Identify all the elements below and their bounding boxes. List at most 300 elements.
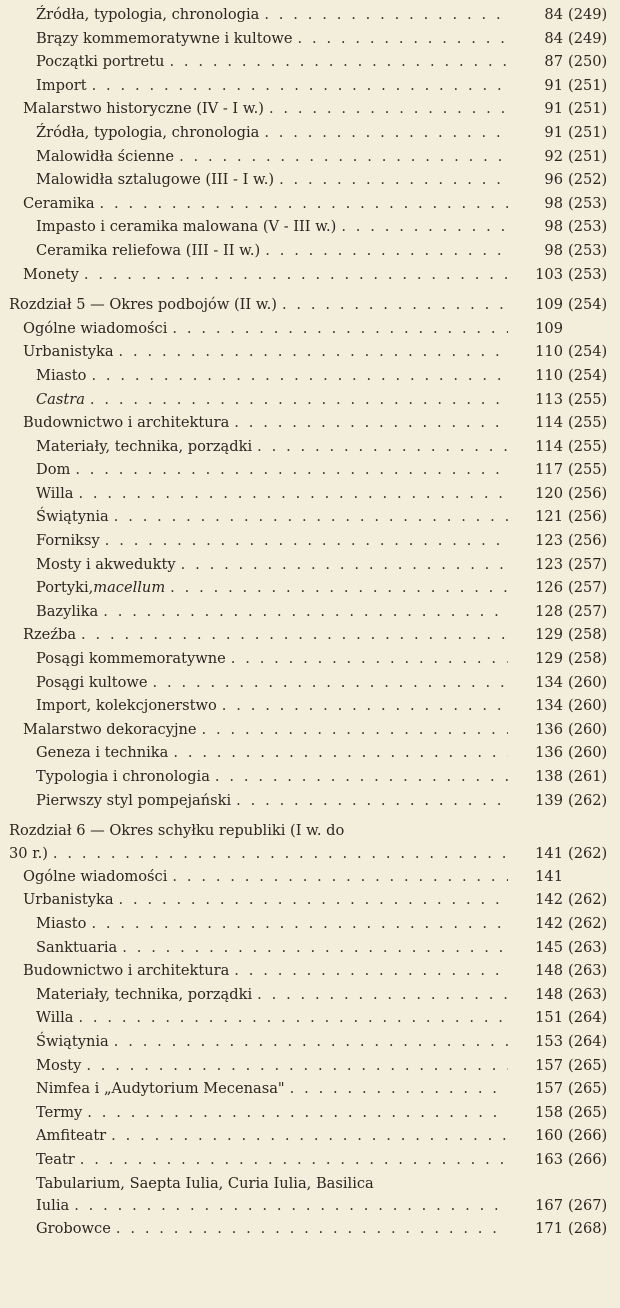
dot-leader [87, 1101, 508, 1125]
toc-entry-label: Sanktuaria [36, 938, 118, 956]
toc-reference-page: (262) [568, 791, 608, 809]
toc-reference-page: (256) [568, 508, 608, 526]
toc-entry-title [36, 529, 508, 553]
dot-leader [231, 647, 508, 671]
toc-reference-page: (257) [568, 579, 608, 597]
toc-reference-page: (256) [568, 484, 608, 502]
toc-reference-page: (268) [568, 1220, 608, 1238]
toc-entry-label: Import [36, 76, 87, 94]
dot-leader [179, 145, 508, 169]
toc-reference-page: (262) [568, 844, 608, 862]
toc-reference-page: (266) [568, 1150, 608, 1168]
toc-entry [0, 553, 620, 577]
dot-leader [234, 411, 508, 435]
toc-page-number: 126 [535, 579, 563, 597]
toc-entry [0, 505, 620, 529]
dot-leader [78, 482, 508, 506]
toc-reference-page: (266) [568, 1127, 608, 1145]
toc-entry-title [36, 1101, 508, 1125]
dot-leader [119, 888, 508, 912]
toc-entry [0, 843, 620, 865]
dot-leader [257, 983, 508, 1007]
toc-page-number: 103 [535, 265, 563, 283]
toc-entry [0, 482, 620, 506]
dot-leader [264, 3, 508, 27]
toc-page-number: 136 [535, 720, 563, 738]
toc-entry-title [23, 865, 508, 889]
toc-entry-label: Materiały, technika, porządki [36, 985, 253, 1003]
toc-page-number: 160 [535, 1127, 563, 1145]
toc-page-number: 142 [535, 914, 563, 932]
toc-page-number: 114 [535, 437, 563, 455]
toc-entry [0, 3, 620, 27]
toc-entry [0, 865, 620, 889]
toc-entry [0, 576, 620, 600]
toc-reference-page: (255) [568, 414, 608, 432]
dot-leader [114, 505, 508, 529]
toc-entry-title [36, 482, 508, 506]
dot-leader [153, 671, 508, 695]
toc-reference-page: (254) [568, 366, 608, 384]
toc-entry [0, 1054, 620, 1078]
toc-reference-page: (258) [568, 626, 608, 644]
toc-entry [0, 145, 620, 169]
toc-reference-page: (265) [568, 1103, 608, 1121]
toc-reference-page: (260) [568, 720, 608, 738]
toc-reference-page: (257) [568, 602, 608, 620]
toc-entry [0, 600, 620, 624]
toc-page-number: 110 [535, 366, 563, 384]
toc-entry-label: Import, kolekcjonerstwo [36, 697, 217, 715]
toc-entry [0, 694, 620, 718]
toc-page-number: 117 [535, 461, 563, 479]
toc-reference-page: (263) [568, 985, 608, 1003]
toc-reference-page: (258) [568, 650, 608, 668]
toc-entry-label: Budownictwo i architektura [23, 414, 230, 432]
toc-entry [0, 192, 620, 216]
toc-page-number: 145 [535, 938, 563, 956]
toc-page-number: 134 [535, 697, 563, 715]
dot-leader [111, 1124, 508, 1148]
toc-entry-label: Miasto [36, 914, 87, 932]
toc-reference-page: (265) [568, 1056, 608, 1074]
toc-entry-title [36, 576, 508, 600]
dot-leader [90, 388, 508, 412]
toc-entry [0, 293, 620, 317]
toc-entry [0, 50, 620, 74]
toc-entry-title [23, 192, 508, 216]
toc-entry-title [23, 959, 508, 983]
toc-entry [0, 263, 620, 287]
toc-entry-label: Materiały, technika, porządki [36, 437, 253, 455]
toc-page-number: 134 [535, 673, 563, 691]
toc-entry-label: Teatr [36, 1150, 75, 1168]
toc-reference-page: (263) [568, 938, 608, 956]
dot-leader [84, 263, 508, 287]
toc-entry [0, 959, 620, 983]
toc-entry [0, 1077, 620, 1101]
toc-entry-label: Budownictwo i architektura [23, 962, 230, 980]
toc-entry-label: Malowidła sztalugowe (III - I w.) [36, 171, 275, 189]
toc-entry-title [23, 97, 508, 121]
toc-entry [0, 623, 620, 647]
toc-entry-title [36, 1172, 379, 1196]
toc-page-number: 96 [544, 171, 563, 189]
toc-entry-label: Malowidła ścienne [36, 147, 175, 165]
dot-leader [172, 865, 508, 889]
toc-entry-label: Źródła, typologia, chronologia [36, 6, 260, 23]
toc-entry [0, 1030, 620, 1054]
toc-page-number: 109 [535, 319, 563, 337]
toc-reference-page: (265) [568, 1080, 608, 1098]
dot-leader [122, 936, 508, 960]
toc-entry-label: Mosty [36, 1056, 82, 1074]
toc-entry-label: Grobowce [36, 1220, 111, 1238]
dot-leader [282, 293, 508, 317]
toc-page-number: 91 [544, 100, 563, 118]
toc-entry-title [23, 888, 508, 912]
toc-entry-title [23, 317, 508, 341]
toc-entry-title [36, 671, 508, 695]
toc-entry-title [9, 293, 508, 317]
toc-entry [0, 1195, 620, 1217]
toc-entry-title [36, 912, 508, 936]
dot-leader [265, 239, 508, 263]
toc-entry-title [9, 819, 349, 843]
toc-entry [0, 819, 620, 843]
toc-entry-title [36, 765, 508, 789]
toc-page-number: 98 [544, 218, 563, 236]
toc-reference-page: (264) [568, 1009, 608, 1027]
toc-reference-page: (261) [568, 768, 608, 785]
toc-reference-page: (254) [568, 296, 608, 314]
dot-leader [341, 215, 508, 239]
toc-reference-page: (254) [568, 343, 608, 361]
toc-entry [0, 741, 620, 765]
toc-entry-label: Impasto i ceramika malowana (V - III w.) [36, 218, 337, 236]
toc-entry [0, 1101, 620, 1125]
toc-entry-label: Rzeźba [23, 626, 77, 644]
toc-reference-page: (253) [568, 265, 608, 283]
toc-page-number: 129 [535, 626, 563, 644]
toc-entry-label: Świątynia [36, 1032, 109, 1050]
toc-reference-page: (260) [568, 744, 608, 762]
toc-entry-title [36, 239, 508, 263]
dot-leader [290, 1077, 508, 1101]
toc-entry-title [23, 411, 508, 435]
dot-leader [222, 694, 508, 718]
toc-entry-title [36, 1124, 508, 1148]
dot-leader [100, 192, 508, 216]
toc-entry-label: Ogólne wiadomości [23, 319, 168, 337]
dot-leader [202, 718, 508, 742]
toc-entry [0, 74, 620, 98]
toc-entry-title [36, 215, 508, 239]
toc-entry-label: Typologia i chronologia [36, 768, 210, 785]
toc-entry [0, 364, 620, 388]
toc-entry-label: Dom [36, 461, 71, 479]
toc-page-number: 139 [535, 791, 563, 809]
toc-entry-label: Posągi kultowe [36, 673, 148, 691]
dot-leader [74, 1195, 508, 1217]
toc-reference-page: (260) [568, 673, 608, 691]
toc-reference-page: (250) [568, 53, 608, 71]
toc-entry [0, 1124, 620, 1148]
toc-entry [0, 1148, 620, 1172]
toc-reference-page: (251) [568, 100, 608, 118]
toc-entry [0, 529, 620, 553]
toc-entry-title [36, 50, 508, 74]
toc-page-number: 128 [535, 602, 563, 620]
toc-entry [0, 1006, 620, 1030]
toc-reference-page: (249) [568, 6, 608, 23]
toc-entry-label: Castra [36, 390, 85, 408]
toc-entry-title [36, 1054, 508, 1078]
toc-entry [0, 789, 620, 813]
toc-entry [0, 671, 620, 695]
toc-page-number: 158 [535, 1103, 563, 1121]
toc-entry [0, 97, 620, 121]
dot-leader [75, 458, 508, 482]
toc-entry-label: Brązy kommemoratywne i kultowe [36, 29, 293, 47]
toc-page-number: 114 [535, 414, 563, 432]
toc-page-number: 91 [544, 123, 563, 141]
toc-entry-title [23, 623, 508, 647]
toc-page-number: 138 [535, 768, 563, 785]
toc-entry-title [36, 1077, 508, 1101]
toc-entry-label: Mosty i akwedukty [36, 555, 176, 573]
toc-entry [0, 239, 620, 263]
dot-leader [53, 843, 508, 865]
dot-leader [234, 959, 508, 983]
dot-leader [91, 912, 508, 936]
toc-entry [0, 215, 620, 239]
toc-entry-label: Willa [36, 1009, 74, 1027]
dot-leader [215, 765, 508, 789]
toc-entry-title [36, 27, 508, 51]
toc-entry [0, 317, 620, 341]
toc-reference-page: (255) [568, 461, 608, 479]
toc-page-number: 148 [535, 985, 563, 1003]
toc-page-number: 163 [535, 1150, 563, 1168]
dot-leader [269, 97, 508, 121]
toc-entry-title [36, 789, 508, 813]
toc-page-number: 123 [535, 555, 563, 573]
toc-entry-title [36, 1217, 508, 1241]
toc-entry-title [36, 553, 508, 577]
toc-entry-title [36, 364, 508, 388]
dot-leader [91, 364, 508, 388]
toc-entry [0, 458, 620, 482]
toc-entry-label: Pierwszy styl pompejański [36, 791, 232, 809]
dot-leader [181, 553, 508, 577]
toc-reference-page: (255) [568, 390, 608, 408]
toc-entry-label: Urbanistyka [23, 343, 114, 361]
toc-page-number: 121 [535, 508, 563, 526]
toc-entry-label: Urbanistyka [23, 891, 114, 909]
toc-reference-page: (251) [568, 147, 608, 165]
toc-entry-title [36, 168, 508, 192]
toc-page-number: 171 [535, 1220, 563, 1238]
toc-entry-title [36, 3, 508, 27]
toc-page-number: 167 [535, 1197, 563, 1215]
toc-reference-page: (263) [568, 962, 608, 980]
dot-leader [298, 27, 509, 51]
toc-entry-title [9, 843, 508, 865]
toc-entry-title [36, 600, 508, 624]
toc-entry-label: Malarstwo dekoracyjne [23, 720, 197, 738]
dot-leader [172, 317, 508, 341]
dot-leader [80, 1148, 508, 1172]
toc-reference-page: (253) [568, 218, 608, 236]
toc-entry [0, 936, 620, 960]
toc-entry-label: Ogólne wiadomości [23, 867, 168, 885]
toc-page-number: 84 [544, 29, 563, 47]
dot-leader [116, 1217, 508, 1241]
dot-leader [279, 168, 508, 192]
toc-page-number: 87 [544, 53, 563, 71]
toc-entry-title [36, 388, 508, 412]
toc-entry-label: Iulia [36, 1197, 70, 1215]
dot-leader [103, 600, 508, 624]
toc-page-number: 91 [544, 76, 563, 94]
toc-entry-label: Rozdział 6 — Okres schyłku republiki (I w. do [9, 822, 345, 840]
toc-page-number: 98 [544, 241, 563, 259]
toc-page-number: 110 [535, 343, 563, 361]
toc-entry-label: Nimfea i „Audytorium Mecenasa" [36, 1080, 285, 1098]
toc-entry-label: Willa [36, 484, 74, 502]
toc-reference-page: (264) [568, 1032, 608, 1050]
dot-leader [257, 435, 508, 459]
toc-entry [0, 121, 620, 145]
toc-page-number: 151 [535, 1009, 563, 1027]
toc-entry-title [36, 694, 508, 718]
toc-page-number: 120 [535, 484, 563, 502]
toc-entry [0, 888, 620, 912]
toc-page-number: 129 [535, 650, 563, 668]
toc-entry-title [36, 145, 508, 169]
toc-reference-page: (249) [568, 29, 608, 47]
dot-leader [92, 74, 508, 98]
toc-entry [0, 983, 620, 1007]
toc-entry-title [36, 983, 508, 1007]
toc-reference-page: (260) [568, 697, 608, 715]
toc-entry-label: Posągi kommemoratywne [36, 650, 226, 668]
toc-entry-label: 30 r.) [9, 844, 48, 862]
toc-page-number: 92 [544, 147, 563, 165]
dot-leader [119, 340, 508, 364]
toc-entry-label: Geneza i technika [36, 744, 169, 762]
toc-entry [0, 765, 620, 789]
toc-entry-label: Tabularium, Saepta Iulia, Curia Iulia, Basilica [36, 1174, 374, 1192]
toc-reference-page: (251) [568, 76, 608, 94]
dot-leader [236, 789, 508, 813]
toc-entry-title [36, 1148, 508, 1172]
toc-entry [0, 435, 620, 459]
toc-reference-page: (257) [568, 555, 608, 573]
dot-leader [81, 623, 508, 647]
toc-entry-title [36, 74, 508, 98]
toc-entry [0, 912, 620, 936]
toc-entry-label: Rozdział 5 — Okres podbojów (II w.) [9, 296, 277, 314]
toc-entry-label: Źródła, typologia, chronologia [36, 123, 260, 141]
toc-page-number: 113 [535, 390, 563, 408]
toc-page-number: 153 [535, 1032, 563, 1050]
toc-entry [0, 340, 620, 364]
toc-entry-title [36, 936, 508, 960]
toc-page-number: 98 [544, 194, 563, 212]
toc-entry [0, 1172, 620, 1196]
toc-entry-title [23, 263, 508, 287]
toc-reference-page: (251) [568, 123, 608, 141]
toc-entry-label: Termy [36, 1103, 83, 1121]
toc-entry-label: Malarstwo historyczne (IV - I w.) [23, 100, 264, 118]
toc-entry-label: Początki portretu [36, 53, 165, 71]
table-of-contents [0, 3, 620, 1241]
toc-reference-page: (262) [568, 914, 608, 932]
toc-page-number: 123 [535, 532, 563, 550]
toc-entry-label: Monety [23, 265, 79, 283]
toc-entry-title [36, 1030, 508, 1054]
toc-entry-label: Ceramika [23, 194, 95, 212]
toc-page-number: 157 [535, 1056, 563, 1074]
toc-entry-label: Amfiteatr [36, 1127, 107, 1145]
toc-entry-label: Miasto [36, 366, 87, 384]
toc-entry-title [23, 718, 508, 742]
toc-page-number: 148 [535, 962, 563, 980]
toc-page-number: 141 [535, 867, 563, 885]
toc-entry-label: Świątynia [36, 508, 109, 526]
toc-reference-page: (253) [568, 194, 608, 212]
dot-leader [173, 741, 508, 765]
dot-leader [114, 1030, 508, 1054]
toc-entry-title [36, 1006, 508, 1030]
dot-leader [86, 1054, 508, 1078]
toc-page-number: 136 [535, 744, 563, 762]
toc-entry-title [36, 435, 508, 459]
toc-reference-page: (252) [568, 171, 608, 189]
toc-entry [0, 388, 620, 412]
toc-reference-page: (253) [568, 241, 608, 259]
dot-leader [78, 1006, 508, 1030]
toc-entry-label: Ceramika reliefowa (III - II w.) [36, 241, 261, 259]
toc-entry [0, 411, 620, 435]
toc-entry-label: Bazylika [36, 602, 99, 620]
toc-entry-title [36, 458, 508, 482]
dot-leader [264, 121, 508, 145]
toc-entry-title [36, 1195, 508, 1217]
toc-page-number: 141 [535, 844, 563, 862]
toc-page-number: 157 [535, 1080, 563, 1098]
dot-leader [105, 529, 508, 553]
toc-entry-title [36, 647, 508, 671]
toc-page-number: 109 [535, 296, 563, 314]
toc-entry-title [23, 340, 508, 364]
toc-reference-page: (255) [568, 437, 608, 455]
toc-entry-label-italic: macellum [93, 579, 166, 597]
toc-entry [0, 168, 620, 192]
toc-entry-title [36, 121, 508, 145]
toc-reference-page: (267) [568, 1197, 608, 1215]
toc-entry-title [36, 505, 508, 529]
toc-entry-label: Forniksy [36, 532, 100, 550]
toc-reference-page: (256) [568, 532, 608, 550]
dot-leader [169, 50, 508, 74]
toc-reference-page: (262) [568, 891, 608, 909]
dot-leader [170, 576, 508, 600]
toc-entry [0, 27, 620, 51]
toc-entry-title [36, 741, 508, 765]
